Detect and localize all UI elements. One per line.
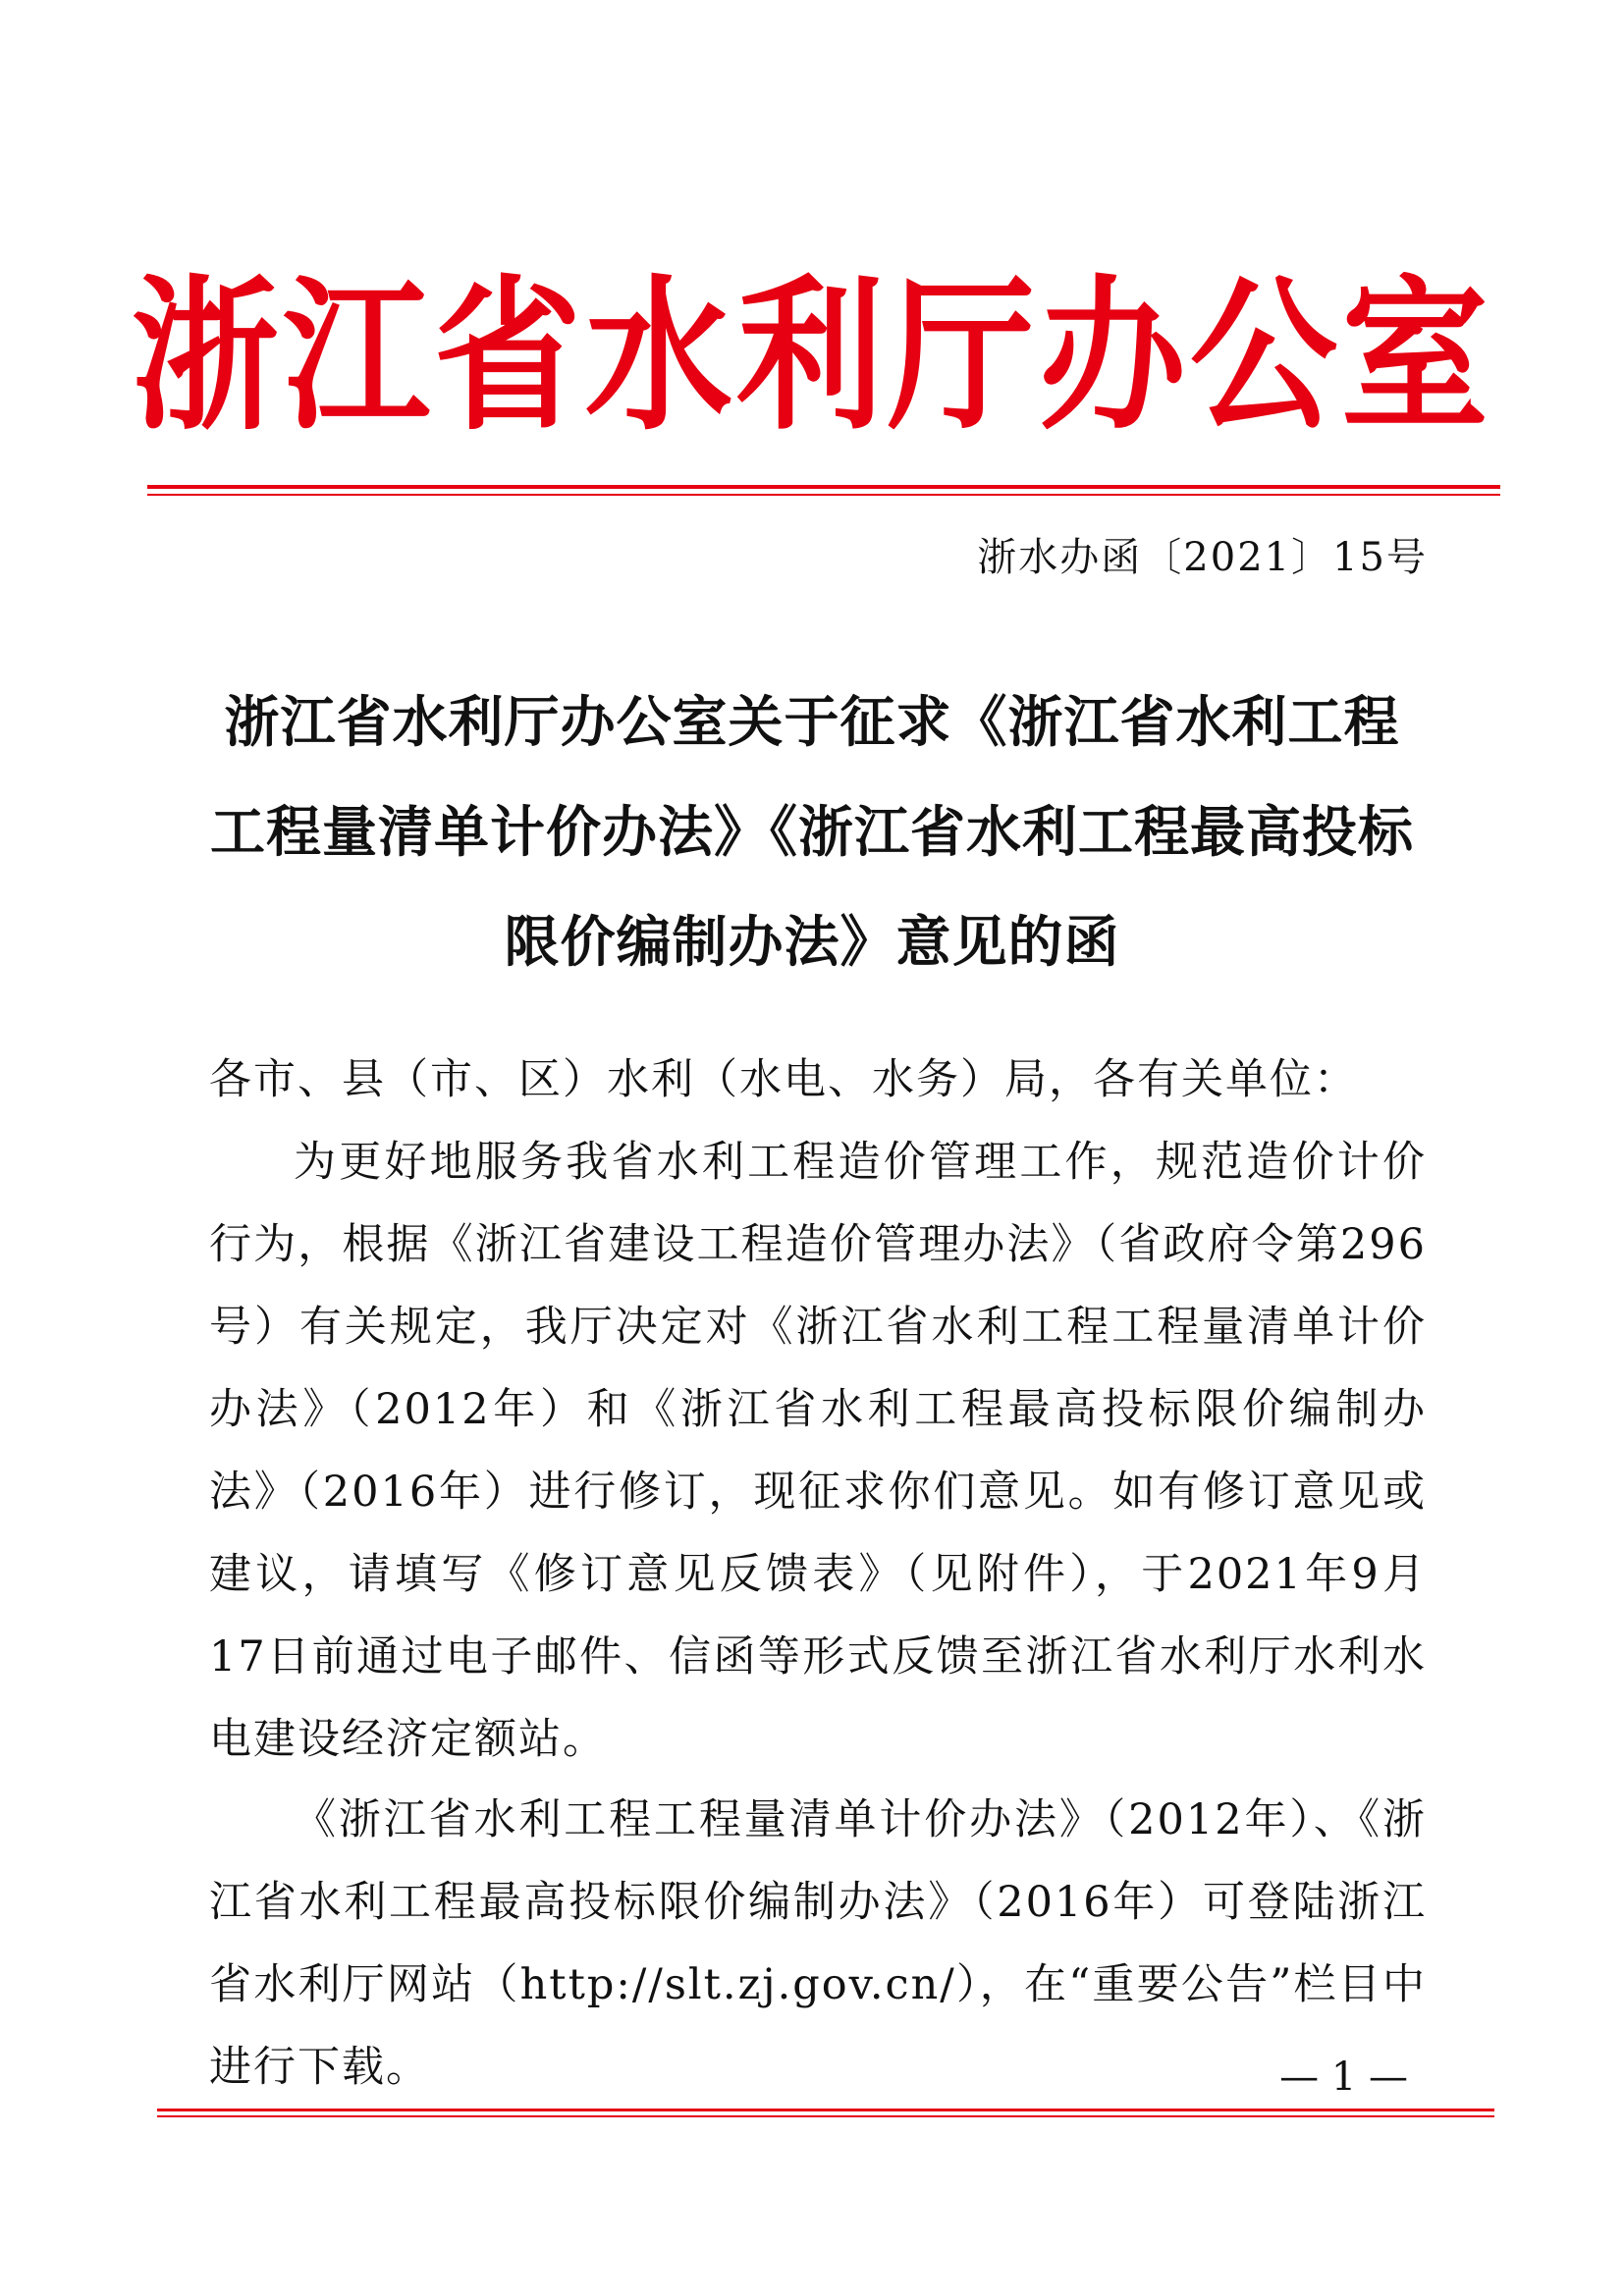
footer-divider	[157, 2109, 1494, 2111]
document-number: 浙水办函〔2021〕15号	[977, 535, 1428, 580]
page-number: — 1 —	[1279, 2055, 1408, 2100]
salutation: 各市、县（市、区）水利（水电、水务）局，各有关单位：	[209, 1055, 1358, 1104]
letterhead-org-name: 浙江省水利厅办公室	[131, 259, 1492, 454]
title-line-1: 浙江省水利厅办公室关于征求《浙江省水利工程	[224, 690, 1400, 755]
letterhead-divider	[147, 485, 1500, 489]
title-line-3: 限价编制办法》意见的函	[504, 910, 1120, 975]
title-line-2: 工程量清单计价办法》《浙江省水利工程最高投标	[210, 800, 1414, 865]
body-paragraph-1: 为更好地服务我省水利工程造价管理工作，规范造价计价行为，根据《浙江省建设工程造价管理办法》（省政府令第296号）有关规定，我厅决定对《浙江省水利工程工程量清单计价办法》（2012年）和《浙江省水利工程最高投标限价编制办法》（2016年）进行修订，现征求你们意见。如有修订意见或建议，请填写《修订意见反馈表》（见附件），于2021年9月17日前通过电子邮件、信函等形式反馈至浙江省水利厅水利水电建设经济定额站。	[209, 1138, 1427, 1764]
body-paragraph-2: 《浙江省水利工程工程量清单计价办法》（2012年）、《浙江省水利工程最高投标限价编制办法》（2016年）可登陆浙江省水利厅网站（http://slt.zj.gov.cn/），在“重要公告”栏目中进行下载。	[209, 1795, 1427, 2092]
document-title	[147, 667, 1477, 997]
